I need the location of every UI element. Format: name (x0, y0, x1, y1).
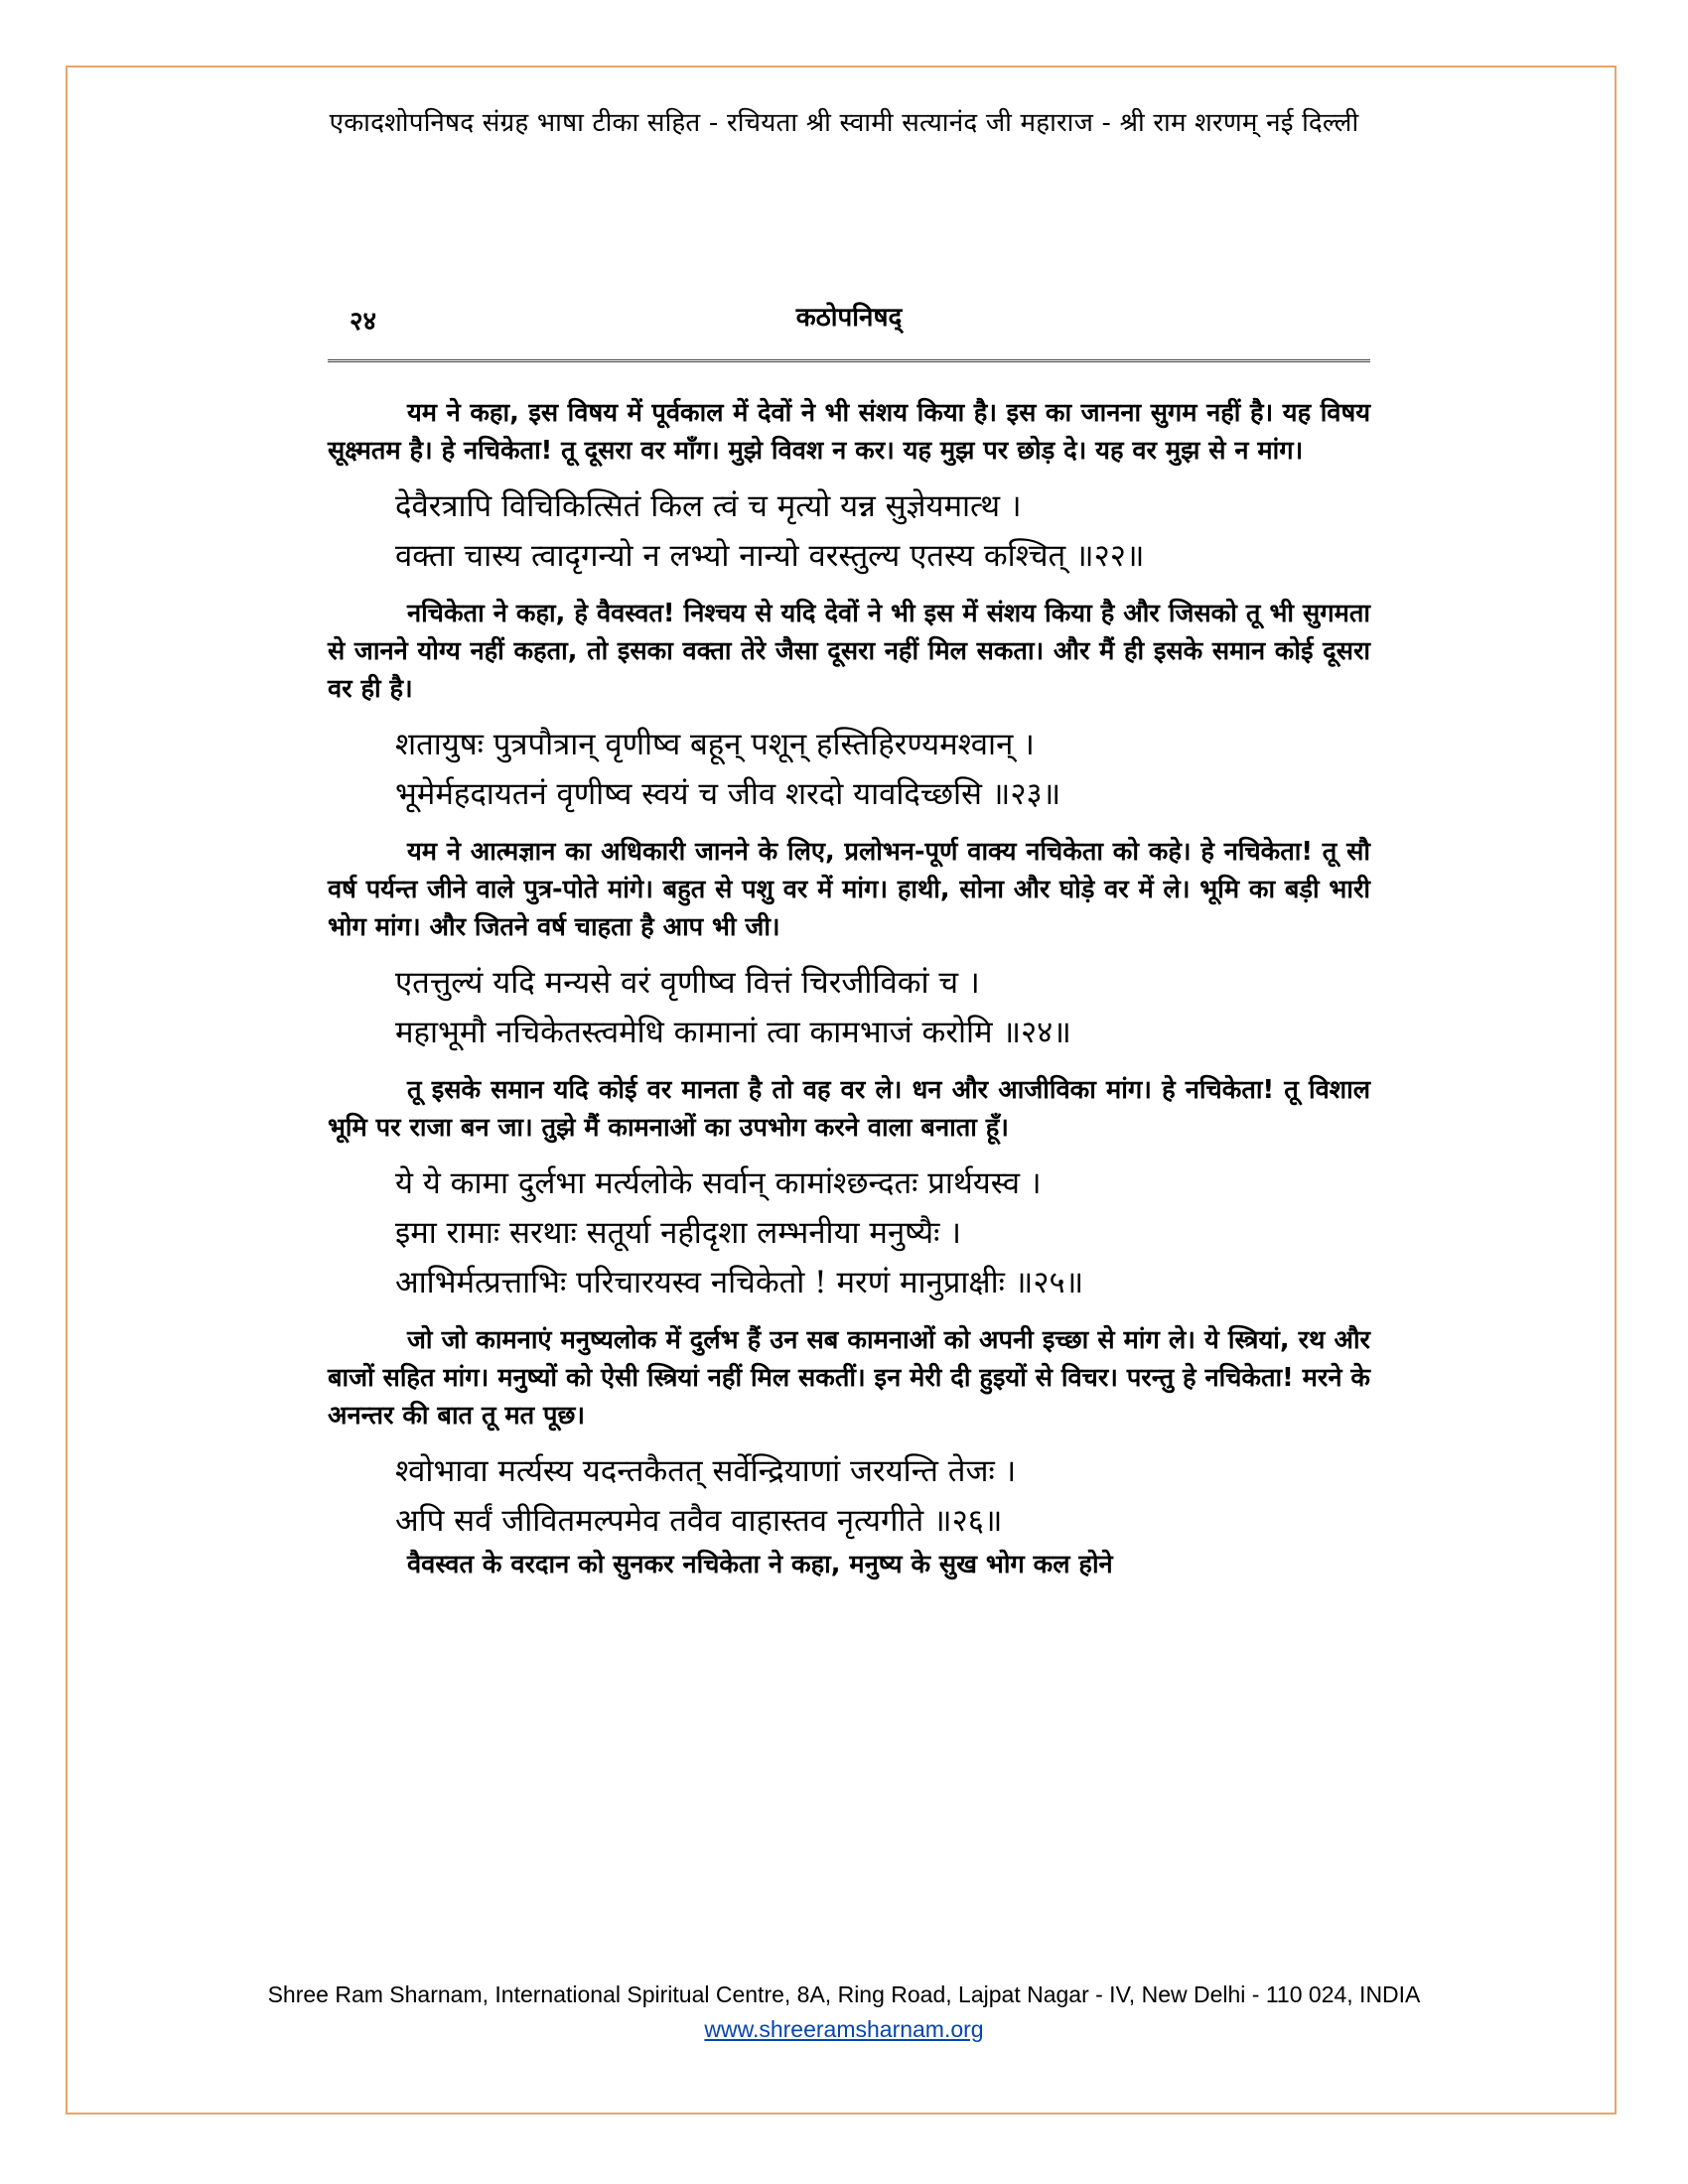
prose-paragraph: यम ने कहा, इस विषय में पूर्वकाल में देवों ने भी संशय किया है। इस का जानना सुगम नहीं है। यह विषय सूक्ष्मतम है। हे नचिकेता! तू दूसरा वर माँग। मुझे विवश न कर। यह मुझ पर छोड़ दे। यह वर मुझ से न मांग। (328, 398, 1370, 466)
verse-line: शतायुषः पुत्रपौत्रान् वृणीष्व बहून् पशून् हस्तिहिरण्यमश्वान् । (395, 727, 1035, 762)
prose-paragraph: जो जो कामनाएं मनुष्यलोक में दुर्लभ हैं उन सब कामनाओं को अपनी इच्छा से मांग ले। ये स्त्रियां, रथ और बाजों सहित मांग। मनुष्यों को ऐसी स्त्रियां नहीं मिल सकतीं। इन मेरी दी हुइयों से विचर। परन्तु हे नचिकेता! मरने के अनन्तर की बात तू मत पूछ। (328, 1325, 1370, 1431)
page-number: २४ (350, 307, 377, 337)
running-title: कठोपनिषद् (795, 303, 903, 333)
prose-paragraph: नचिकेता ने कहा, हे वैवस्वत! निश्चय से यदि देवों ने भी इस में संशय किया है और जिसको तू भी सुगमता से जानने योग्य नहीं कहता, तो इसका वक्ता तेरे जैसा दूसरा नहीं मिल सकता। और मैं ही इसके समान कोई दूसरा वर ही है। (328, 599, 1370, 704)
verse-line: वक्ता चास्य त्वादृगन्यो न लभ्यो नान्यो वरस्तुल्य एतस्य कश्चित् ॥२२॥ (395, 538, 1145, 574)
scanned-page (328, 298, 1370, 1583)
verse-line: आभिर्मत्प्रत्ताभिः परिचारयस्व नचिकेतो ! मरणं मानुप्राक्षीः ॥२५॥ (395, 1265, 1084, 1300)
footer-address: Shree Ram Sharnam, International Spiritual Centre, 8A, Ring Road, Lajpat Nagar - IV, New Delhi - 110 024, INDIA (267, 1981, 1421, 2007)
verse-line: देवैरत्रापि विचिकित्सितं किल त्वं च मृत्यो यन्न सुज्ञेयमात्थ । (395, 488, 1022, 524)
footer (0, 1981, 1688, 2043)
verse-line: इमा रामाः सरथाः सतूर्या नहीदृशा लम्भनीया मनुष्यैः । (395, 1215, 962, 1251)
verse-line: ये ये कामा दुर्लभा मर्त्यलोके सर्वान् कामांश्छन्दतः प्रार्थयस्व । (395, 1165, 1042, 1201)
verse-line: भूमेर्महदायतनं वृणीष्व स्वयं च जीव शरदो यावदिच्छसि ॥२३॥ (395, 776, 1061, 812)
document-header: एकादशोपनिषद संग्रह भाषा टीका सहित - रचियता श्री स्वामी सत्यानंद जी महाराज - श्री राम शरणम् नई दिल्ली (329, 108, 1359, 138)
prose-paragraph: तू इसके समान यदि कोई वर मानता है तो वह वर ले। धन और आजीविका मांग। हे नचिकेता! तू विशाल भूमि पर राजा बन जा। तुझे मैं कामनाओं का उपभोग करने वाला बनाता हूँ। (328, 1075, 1370, 1143)
verse-line: महाभूमौ नचिकेतस्त्वमेधि कामानां त्वा कामभाजं करोमि ॥२४॥ (395, 1015, 1071, 1050)
verse-line: एतत्तुल्यं यदि मन्यसे वरं वृणीष्व वित्तं चिरजीविकां च । (395, 965, 980, 1001)
prose-paragraph: वैवस्वत के वरदान को सुनकर नचिकेता ने कहा, मनुष्य के सुख भोग कल होने (407, 1550, 1113, 1579)
prose-paragraph: यम ने आत्मज्ञान का अधिकारी जानने के लिए, प्रलोभन-पूर्ण वाक्य नचिकेता को कहे। हे नचिकेता! तू सौ वर्ष पर्यन्त जीने वाले पुत्र-पोते मांगे। बहुत से पशु वर में मांग। हाथी, सोना और घोड़े वर में ले। भूमि का बड़ी भारी भोग मांग। और जितने वर्ष चाहता है आप भी जी। (328, 837, 1370, 942)
scan-header (328, 298, 1370, 338)
website-link[interactable]: www.shreeramsharnam.org (704, 2016, 984, 2042)
verse-line: श्वोभावा मर्त्यस्य यदन्तकैतत् सर्वेन्द्रियाणां जरयन्ति तेजः । (395, 1453, 1017, 1489)
header-rule (328, 359, 1370, 366)
verse-line: अपि सर्वं जीवितमल्पमेव तवैव वाहास्तव नृत्यगीते ॥२६॥ (395, 1503, 1003, 1539)
